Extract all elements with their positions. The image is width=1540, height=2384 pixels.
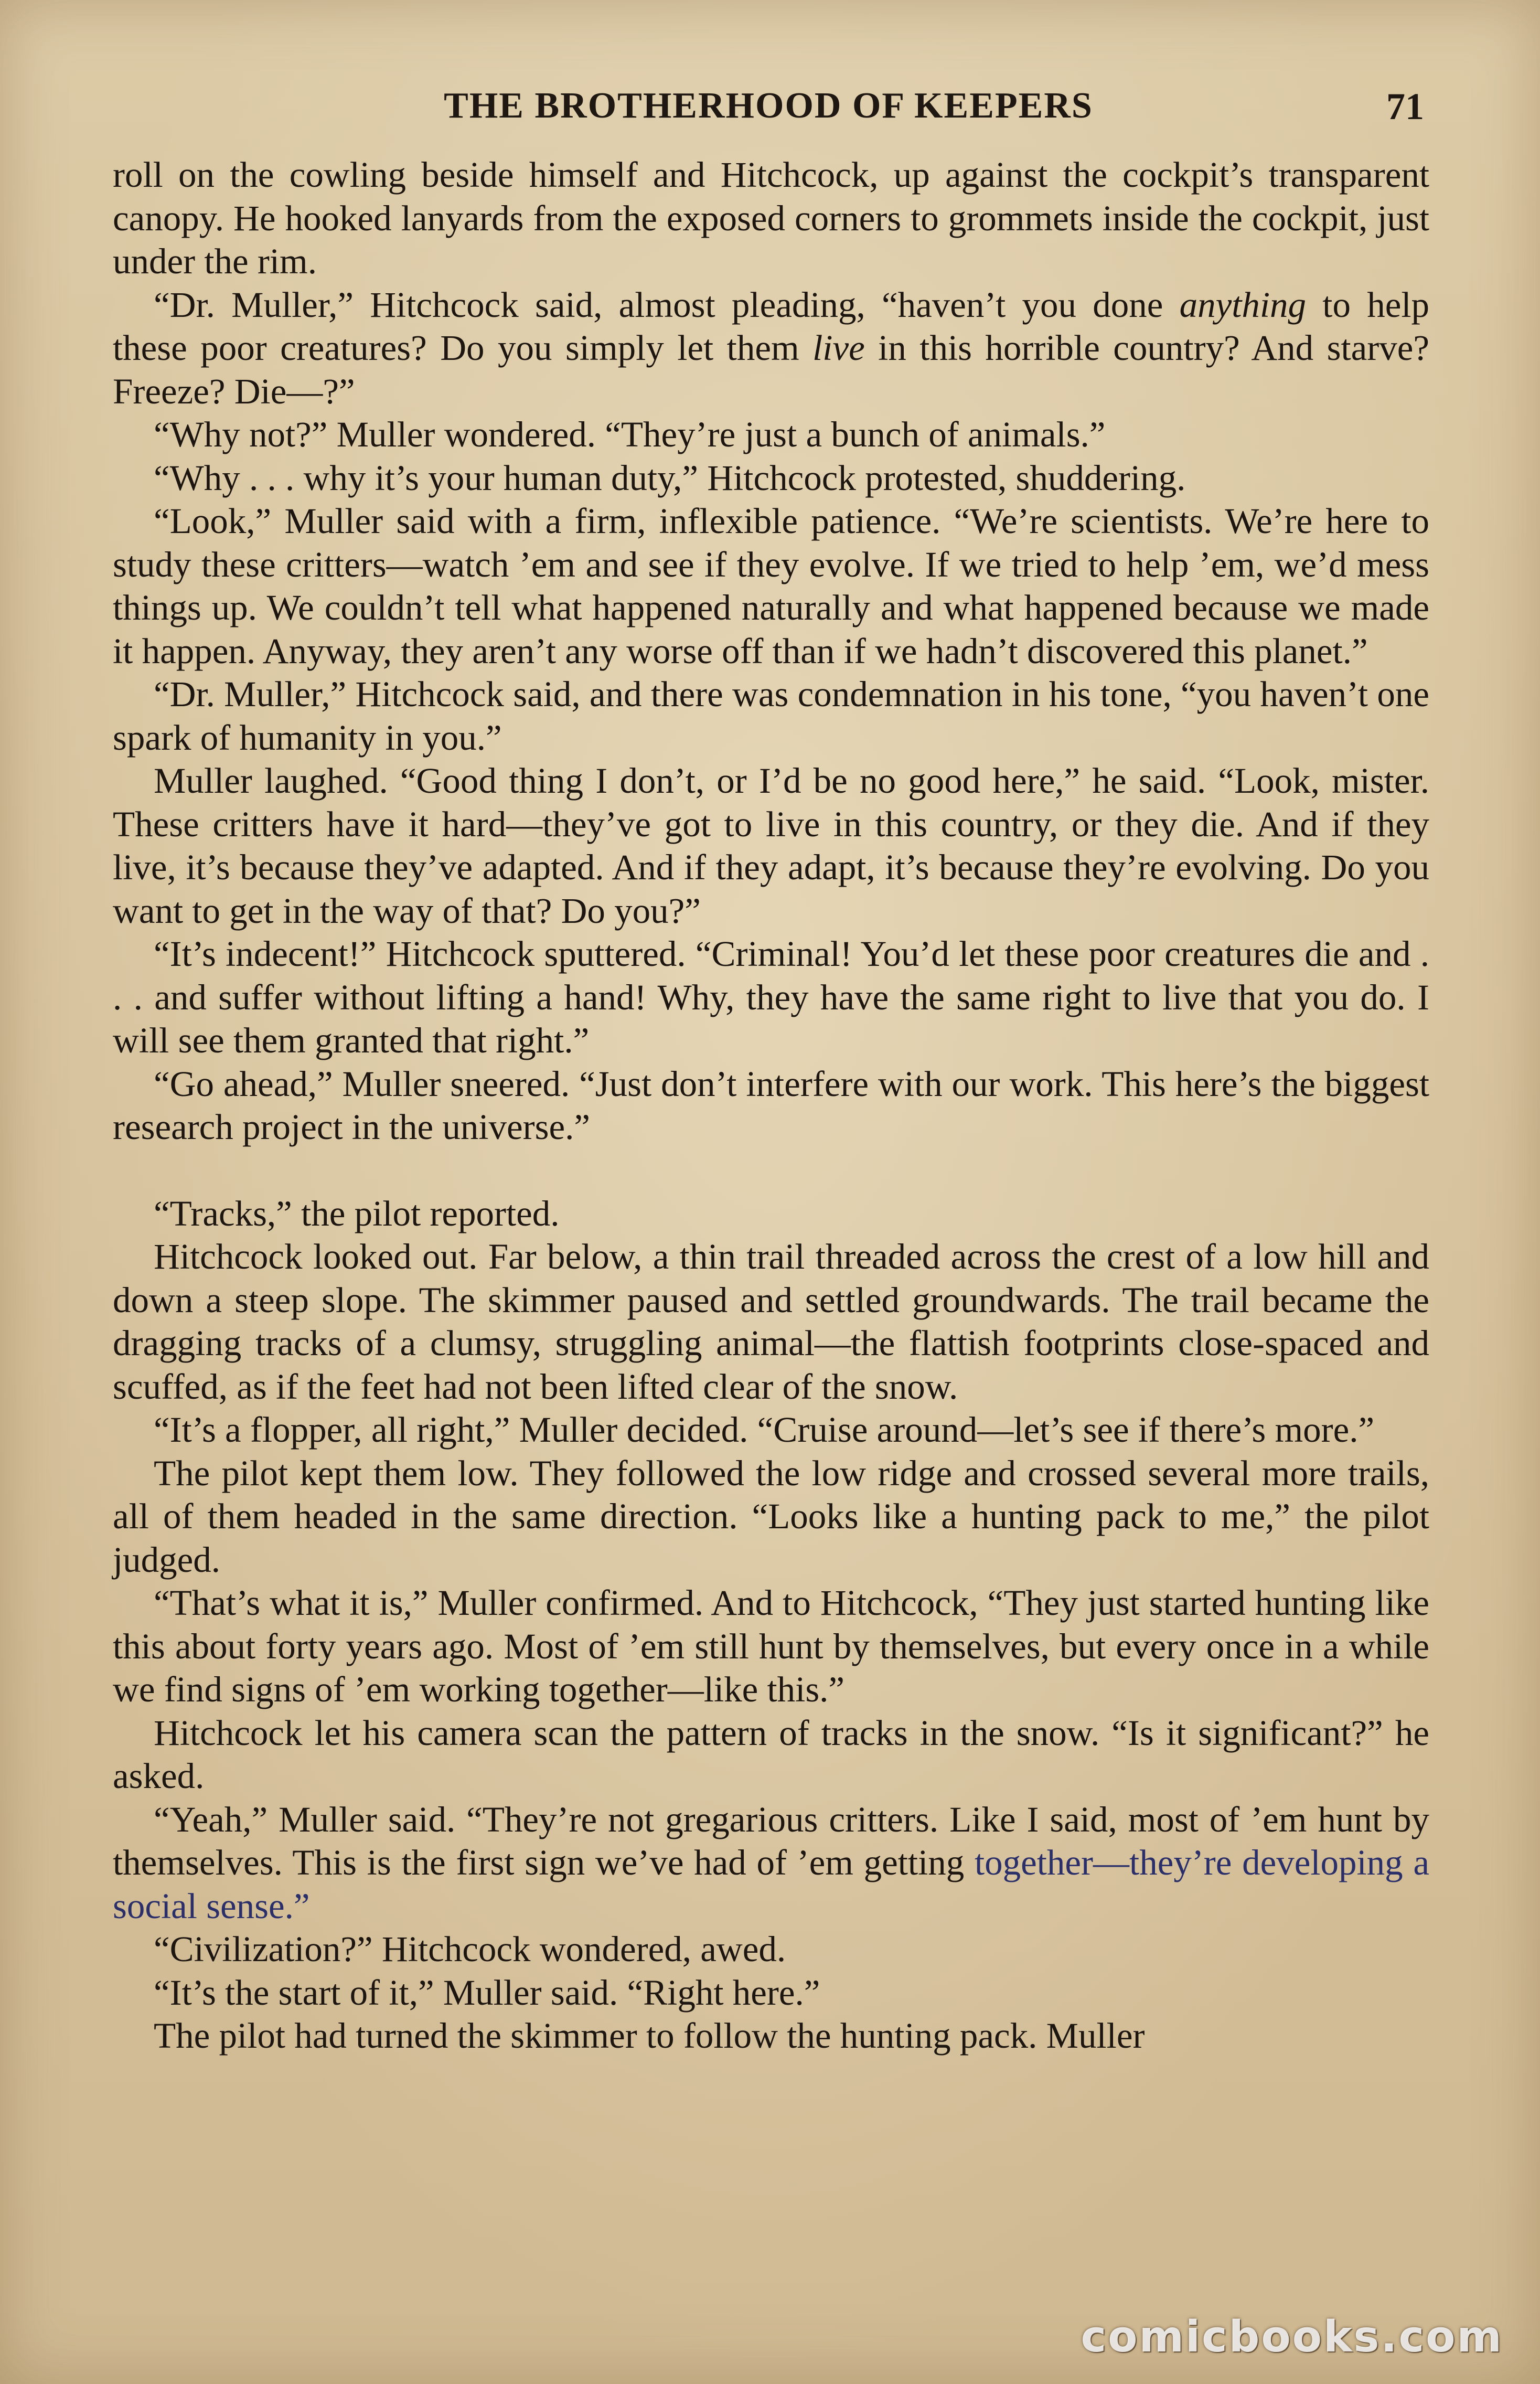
paragraph [113,456,1429,500]
text-run: roll on the cowling beside himself and Hitchcock, up against the cockpit’s transparent canopy. He hooked lanyards from the exposed corners to grommets inside the cockpit, just under the rim. [113,155,1429,281]
paragraph [113,932,1429,1062]
text-run: together—they’re developing a social sense.” [113,1843,1430,1926]
text-run: Hitchcock looked out. Far below, a thin trail threaded across the crest of a low hill and down a steep slope. The skimmer paused and settled groundwards. The trail became the dragging tracks of a clumsy, struggling animal—the flattish footprints close-spaced and scuffed, as if the feet had not been lifted clear of the snow. [113,1237,1429,1407]
italic-text: live [812,328,865,368]
text-run: “It’s a flopper, all right,” Muller decided. “Cruise around—let’s see if there’s more.” [154,1410,1375,1450]
text-run: in this horrible country? And starve? Freeze? Die—?” [113,328,1429,411]
paragraph [113,759,1429,932]
text-run: The pilot had turned the skimmer to follow the hunting pack. Muller [154,2016,1145,2056]
text-run: “Look,” Muller said with a firm, inflexible patience. “We’re scientists. We’re here to study these critters—watch ’em and see if they evolve. If we tried to help ’em, we’d mess things up. We couldn’t tell what happened naturally and what happened because we made it happen. Anyway, they aren’t any worse off than if we hadn’t discovered this planet.” [113,501,1429,671]
text-run: The pilot kept them low. They followed the low ridge and crossed several more trails, all of them headed in the same direction. “Looks like a hunting pack to me,” the pilot judged. [113,1453,1429,1580]
text-run: “Go ahead,” Muller sneered. “Just don’t interfere with our work. This here’s the biggest research project in the universe.” [113,1063,1429,1147]
text-run: “It’s the start of it,” Muller said. “Right here.” [154,1972,820,2013]
paragraph [113,2014,1429,2058]
paragraph [113,1452,1429,1582]
paragraph [113,1928,1429,1971]
paragraph [113,1971,1429,2015]
paragraph [113,153,1429,283]
paragraph [113,1798,1429,1928]
text-run: to help these poor creatures? Do you simply let them [113,284,1430,368]
paragraph [113,499,1429,673]
paragraph [113,673,1429,759]
paragraph [113,283,1429,413]
text-run: “Civilization?” Hitchcock wondered, awed. [154,1929,786,1969]
paragraph [113,1062,1429,1149]
page-number: 71 [1386,86,1424,127]
paragraph [113,413,1429,456]
text-run: “Why not?” Muller wondered. “They’re just a bunch of animals.” [154,414,1106,454]
body-text [113,153,1429,2058]
paragraph [113,1581,1429,1711]
text-run: “Yeah,” Muller said. “They’re not gregarious critters. Like I said, most of ’em hunt by themselves. This is the first sign we’ve had of ’em getting [113,1799,1429,1882]
text-run: “That’s what it is,” Muller confirmed. And to Hitchcock, “They just started hunting like this about forty years ago. Most of ’em still hunt by themselves, but every once in a while we find signs of ’em working together—like this.” [113,1583,1429,1709]
paragraph [113,1408,1429,1452]
text-run: Hitchcock let his camera scan the pattern of tracks in the snow. “Is it significant?” he asked. [113,1712,1429,1796]
paragraph [113,1235,1429,1408]
text-run: Muller laughed. “Good thing I don’t, or I’d be no good here,” he said. “Look, mister. These critters have it hard—they’ve got to live in this country, or they die. And if they live, it’s because they’ve adapted. And if they adapt, it’s because they’re evolving. Do you want to get in the way of that? Do you?” [113,761,1429,931]
paragraph [113,1192,1429,1236]
text-run: “Tracks,” the pilot reported. [154,1193,560,1233]
text-run: “Dr. Muller,” Hitchcock said, almost pleading, “haven’t you done [154,284,1180,325]
running-head [113,79,1424,136]
text-run: “Dr. Muller,” Hitchcock said, and there was condemnation in his tone, “you haven’t one spark of humanity in you.” [113,674,1429,758]
paragraph [113,1711,1429,1798]
text-run: “It’s indecent!” Hitchcock sputtered. “Criminal! You’d let these poor creatures die and . . . and suffer without lifting a hand! Why, they have the same right to live that you do. I will see them granted that right.” [113,934,1429,1060]
site-watermark: comicbooks.com [1081,2312,1503,2362]
italic-text: anything [1179,284,1307,325]
text-run: “Why . . . why it’s your human duty,” Hitchcock protested, shuddering. [154,457,1186,498]
running-head-title: THE BROTHERHOOD OF KEEPERS [444,86,1093,126]
